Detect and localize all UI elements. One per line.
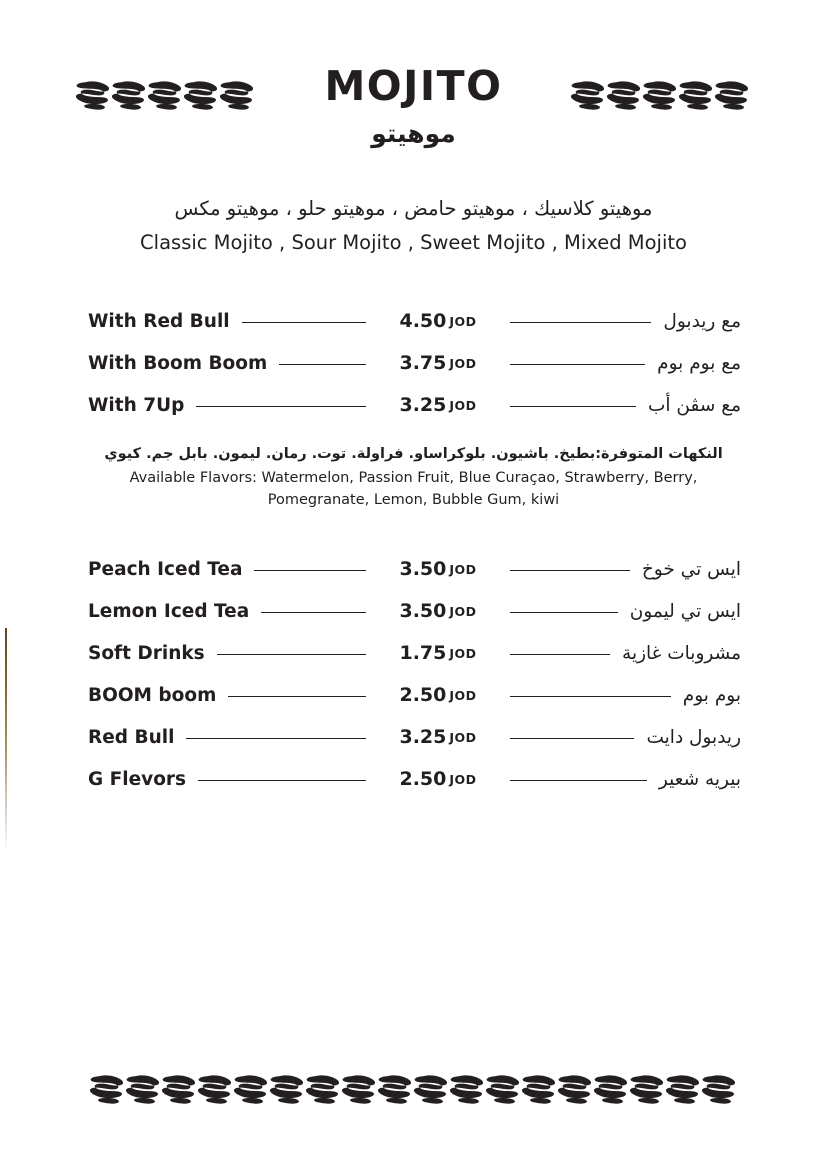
leader-line <box>217 654 366 655</box>
menu-item-name-arabic: بوم بوم <box>682 684 741 706</box>
menu-item-price <box>399 600 476 622</box>
ornament-bean <box>569 80 609 111</box>
menu-item-right <box>498 559 741 580</box>
menu-item-price-cell <box>378 726 498 748</box>
ornament-bean <box>520 1074 560 1105</box>
menu-item-price <box>399 352 476 374</box>
menu-item-right <box>498 685 741 706</box>
menu-item-name-arabic: مع ريدبول <box>663 310 741 332</box>
mojito-variants-english: Classic Mojito , Sour Mojito , Sweet Mojito , Mixed Mojito <box>140 231 687 255</box>
mojito-variants-arabic: موهيتو كلاسيك ، موهيتو حامض ، موهيتو حلو ، موهيتو مكس <box>174 197 653 220</box>
price-currency: JOD <box>449 356 477 371</box>
available-flavors-arabic: النكهات المتوفرة:بطيخ. باشيون. بلوكراساو. فراولة. توت. رمان. ليمون. بابل جم. كيوي <box>104 446 723 462</box>
price-currency: JOD <box>449 398 477 413</box>
menu-item-right <box>498 353 741 374</box>
menu-item-row <box>88 342 741 384</box>
price-value: 3.25 <box>399 726 447 748</box>
ornament-bean <box>700 1074 740 1105</box>
menu-item-price-cell <box>378 642 498 664</box>
menu-item-row <box>88 674 741 716</box>
price-currency: JOD <box>449 772 477 787</box>
footer-ornament-band <box>0 1074 827 1105</box>
menu-item-price-cell <box>378 394 498 416</box>
available-flavors-english-line2: Pomegranate, Lemon, Bubble Gum, kiwi <box>267 491 560 508</box>
menu-item-right <box>498 395 741 416</box>
menu-item-row <box>88 758 741 800</box>
price-value: 4.50 <box>399 310 447 332</box>
leader-line <box>510 364 645 365</box>
menu-item-name: With 7Up <box>88 394 185 416</box>
menu-item-name: Red Bull <box>88 726 175 748</box>
menu-item-name-arabic: مع سڤن أب <box>647 394 741 416</box>
ornament-bean <box>484 1074 524 1105</box>
price-currency: JOD <box>449 730 477 745</box>
leader-line <box>196 406 366 407</box>
ornament-bean <box>677 80 717 111</box>
price-value: 3.50 <box>399 558 447 580</box>
ornament-bean <box>448 1074 488 1105</box>
ornament-bean <box>376 1074 416 1105</box>
menu-item-price-cell <box>378 352 498 374</box>
menu-item-name-arabic: ايس تي خوخ <box>641 558 741 580</box>
section-drinks <box>88 548 741 800</box>
menu-item-row <box>88 590 741 632</box>
page-title: MOJITO <box>324 62 503 110</box>
ornament-bean <box>232 1074 272 1105</box>
menu-header <box>0 62 827 148</box>
price-value: 3.25 <box>399 394 447 416</box>
coffee-bean-swirl-ornament <box>569 80 753 111</box>
menu-item-name: Peach Iced Tea <box>88 558 243 580</box>
menu-item-name-arabic: مع بوم بوم <box>657 352 741 374</box>
ornament-bean <box>713 80 753 111</box>
section-mojito-addons <box>88 300 741 426</box>
price-value: 3.50 <box>399 600 447 622</box>
menu-item-name: With Boom Boom <box>88 352 268 374</box>
ornament-bean <box>196 1074 236 1105</box>
coffee-bean-swirl-ornament <box>74 80 258 111</box>
price-currency: JOD <box>449 604 477 619</box>
leader-line <box>510 654 610 655</box>
menu-item-left <box>88 727 378 748</box>
ornament-bean <box>182 80 222 111</box>
menu-item-name: Lemon Iced Tea <box>88 600 250 622</box>
price-value: 2.50 <box>399 768 447 790</box>
menu-item-left <box>88 601 378 622</box>
leader-line <box>186 738 366 739</box>
price-value: 1.75 <box>399 642 447 664</box>
title-block <box>274 62 554 148</box>
menu-item-name: Soft Drinks <box>88 642 205 664</box>
coffee-bean-swirl-ornament <box>88 1074 740 1105</box>
menu-item-price-cell <box>378 558 498 580</box>
menu-item-left <box>88 353 378 374</box>
ornament-bean <box>556 1074 596 1105</box>
menu-item-right <box>498 727 741 748</box>
available-flavors-note <box>95 444 732 512</box>
menu-item-row <box>88 632 741 674</box>
menu-item-row <box>88 384 741 426</box>
page-title-arabic: موهيتو <box>371 119 456 148</box>
menu-item-right <box>498 643 741 664</box>
leader-line <box>242 322 366 323</box>
menu-item-price <box>399 310 476 332</box>
menu-item-name: With Red Bull <box>88 310 230 332</box>
ornament-right <box>554 66 769 111</box>
leader-line <box>228 696 366 697</box>
menu-item-name-arabic: بيريه شعير <box>658 768 741 790</box>
menu-item-left <box>88 559 378 580</box>
ornament-bean <box>304 1074 344 1105</box>
price-currency: JOD <box>449 646 477 661</box>
leader-line <box>510 696 671 697</box>
menu-item-row <box>88 716 741 758</box>
ornament-bean <box>641 80 681 111</box>
available-flavors-english-line1: Available Flavors: Watermelon, Passion Fruit, Blue Curaçao, Strawberry, Berry, <box>129 470 698 487</box>
page-edge-strip <box>5 628 7 853</box>
ornament-bean <box>218 80 258 111</box>
price-value: 2.50 <box>399 684 447 706</box>
leader-line <box>510 322 651 323</box>
price-currency: JOD <box>449 688 477 703</box>
ornament-bean <box>592 1074 632 1105</box>
menu-item-price <box>399 394 476 416</box>
menu-item-price <box>399 726 476 748</box>
menu-item-price <box>399 558 476 580</box>
leader-line <box>254 570 366 571</box>
menu-item-price <box>399 642 476 664</box>
menu-item-right <box>498 601 741 622</box>
ornament-bean <box>268 1074 308 1105</box>
leader-line <box>261 612 366 613</box>
ornament-bean <box>664 1074 704 1105</box>
leader-line <box>510 570 630 571</box>
menu-item-left <box>88 685 378 706</box>
menu-item-price <box>399 684 476 706</box>
mojito-variants <box>88 196 739 257</box>
menu-item-name-arabic: مشروبات غازية <box>622 642 741 664</box>
leader-line <box>510 780 647 781</box>
leader-line <box>279 364 366 365</box>
ornament-bean <box>74 80 114 111</box>
leader-line <box>510 738 634 739</box>
menu-item-price-cell <box>378 310 498 332</box>
ornament-bean <box>605 80 645 111</box>
leader-line <box>198 780 366 781</box>
ornament-bean <box>628 1074 668 1105</box>
price-currency: JOD <box>449 562 477 577</box>
ornament-bean <box>412 1074 452 1105</box>
menu-item-price <box>399 768 476 790</box>
menu-item-row <box>88 300 741 342</box>
price-value: 3.75 <box>399 352 447 374</box>
menu-item-name-arabic: ايس تي ليمون <box>629 600 741 622</box>
menu-item-right <box>498 769 741 790</box>
ornament-bean <box>124 1074 164 1105</box>
ornament-bean <box>146 80 186 111</box>
ornament-left <box>59 66 274 111</box>
ornament-bean <box>88 1074 128 1105</box>
menu-item-right <box>498 311 741 332</box>
leader-line <box>510 612 618 613</box>
menu-item-left <box>88 769 378 790</box>
menu-item-name: BOOM boom <box>88 684 217 706</box>
menu-item-price-cell <box>378 684 498 706</box>
menu-item-name-arabic: ريدبول دايت <box>646 726 741 748</box>
menu-item-left <box>88 395 378 416</box>
leader-line <box>510 406 636 407</box>
menu-item-price-cell <box>378 600 498 622</box>
menu-item-price-cell <box>378 768 498 790</box>
ornament-bean <box>340 1074 380 1105</box>
ornament-bean <box>110 80 150 111</box>
menu-item-left <box>88 643 378 664</box>
menu-item-name: G Flevors <box>88 768 187 790</box>
menu-item-row <box>88 548 741 590</box>
ornament-bean <box>160 1074 200 1105</box>
price-currency: JOD <box>449 314 477 329</box>
menu-item-left <box>88 311 378 332</box>
